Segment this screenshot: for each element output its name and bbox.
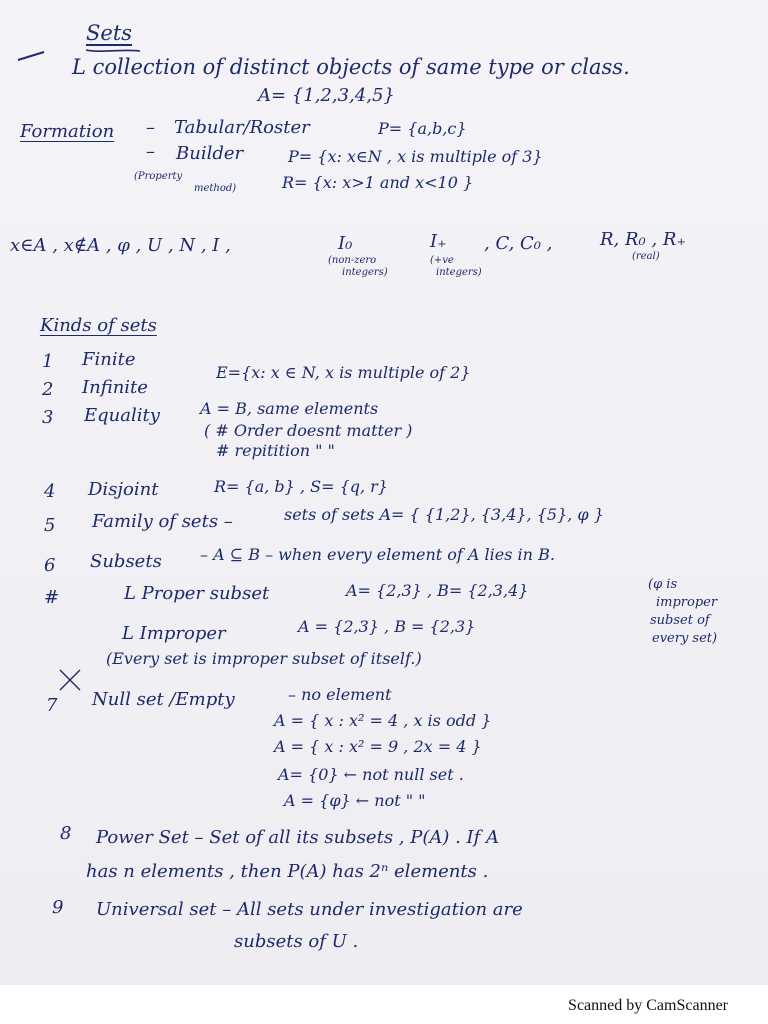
- i0-note-1: (non-zero: [328, 255, 377, 266]
- kind-equality: Equality: [84, 405, 160, 426]
- scan-footer: [0, 985, 768, 1024]
- equality-note-repetition: # repitition " ": [216, 441, 335, 460]
- set-symbols-line: x∈A , x∉A , φ , U , N , I ,: [10, 235, 231, 256]
- kind-infinite: Infinite: [82, 377, 148, 398]
- formation-dash-1: –: [146, 117, 155, 138]
- tabular-roster-label: Tabular/Roster: [174, 117, 310, 138]
- tabular-example: P= {a,b,c}: [378, 119, 467, 138]
- r-note: (real): [632, 251, 660, 262]
- proper-subset-example: A= {2,3} , B= {2,3,4}: [346, 581, 529, 600]
- iplus-note-2: integers): [436, 267, 482, 278]
- kind-subsets: Subsets: [90, 551, 162, 572]
- kinds-heading: Kinds of sets: [40, 315, 157, 336]
- improper-subset-note: (Every set is improper subset of itself.): [106, 649, 422, 668]
- improper-subset-label: L Improper: [122, 623, 226, 644]
- symbol-r: R, R₀ , R₊: [600, 229, 686, 250]
- scanner-credit: Scanned by CamScanner: [568, 997, 728, 1014]
- universal-set-line-2: subsets of U .: [234, 931, 359, 952]
- property-method-line-1: (Property: [134, 171, 183, 182]
- kind-finite: Finite: [82, 349, 136, 370]
- universal-set-line-1: Universal set – All sets under investigation are: [96, 899, 523, 920]
- set-definition: L collection of distinct objects of same type or class.: [72, 55, 630, 79]
- subsets-definition: – A ⊆ B – when every element of A lies in B.: [200, 545, 555, 564]
- page-title: Sets: [86, 21, 133, 45]
- kind-num-6: 6: [44, 555, 56, 576]
- kind-family-of-sets: Family of sets –: [92, 511, 233, 532]
- equality-note-order: ( # Order doesnt matter ): [204, 421, 413, 440]
- null-example-1: A = { x : x² = 4 , x is odd }: [274, 711, 492, 730]
- symbol-i0: I₀: [338, 233, 353, 254]
- phi-note-2: improper: [656, 595, 718, 610]
- phi-note-3: subset of: [650, 613, 710, 628]
- builder-label: Builder: [176, 143, 244, 164]
- improper-subset-example: A = {2,3} , B = {2,3}: [298, 617, 476, 636]
- kind-num-3: 3: [42, 407, 54, 428]
- kind-num-7: 7: [46, 695, 58, 716]
- symbol-c: , C, C₀ ,: [484, 233, 553, 254]
- builder-example: P= {x: x∈N , x is multiple of 3}: [288, 147, 543, 166]
- example-set-a: A= {1,2,3,4,5}: [258, 85, 395, 106]
- phi-note-1: (φ is: [648, 577, 678, 592]
- null-example-3: A= {0} ← not null set .: [278, 765, 464, 784]
- kind-num-4: 4: [44, 481, 56, 502]
- null-set-detail: – no element: [288, 685, 392, 704]
- property-method-line-2: method): [194, 183, 237, 194]
- phi-note-4: every set): [652, 631, 718, 646]
- kind-null-set: Null set /Empty: [92, 689, 235, 710]
- kind-disjoint: Disjoint: [88, 479, 159, 500]
- power-set-line-1: Power Set – Set of all its subsets , P(A) . If A: [96, 827, 500, 848]
- proper-subset-marker: #: [44, 587, 60, 608]
- margin-dash-mark: [18, 52, 44, 60]
- null-example-4: A = {φ} ← not " ": [284, 791, 426, 810]
- kind-num-8: 8: [60, 823, 72, 844]
- kind-num-1: 1: [42, 351, 54, 372]
- proper-subset-label: L Proper subset: [124, 583, 270, 604]
- disjoint-example: R= {a, b} , S= {q, r}: [214, 477, 388, 496]
- iplus-note-1: (+ve: [430, 255, 454, 266]
- infinite-example: E={x: x ∈ N, x is multiple of 2}: [216, 363, 471, 382]
- formation-dash-2: –: [146, 141, 155, 162]
- title-underline-mark: [86, 50, 140, 51]
- kind-num-5: 5: [44, 515, 56, 536]
- kind-num-2: 2: [42, 379, 54, 400]
- i0-note-2: integers): [342, 267, 388, 278]
- formation-label: Formation: [20, 121, 115, 142]
- builder-example-2: R= {x: x>1 and x<10 }: [282, 173, 474, 192]
- symbol-iplus: I₊: [430, 231, 447, 252]
- power-set-line-2: has n elements , then P(A) has 2ⁿ elements .: [86, 861, 489, 882]
- kind-num-9: 9: [52, 897, 64, 918]
- null-example-2: A = { x : x² = 9 , 2x = 4 }: [274, 737, 482, 756]
- family-example: sets of sets A= { {1,2}, {3,4}, {5}, φ }: [284, 505, 604, 524]
- crossed-out-mark: [60, 670, 80, 690]
- equality-detail: A = B, same elements: [200, 399, 379, 418]
